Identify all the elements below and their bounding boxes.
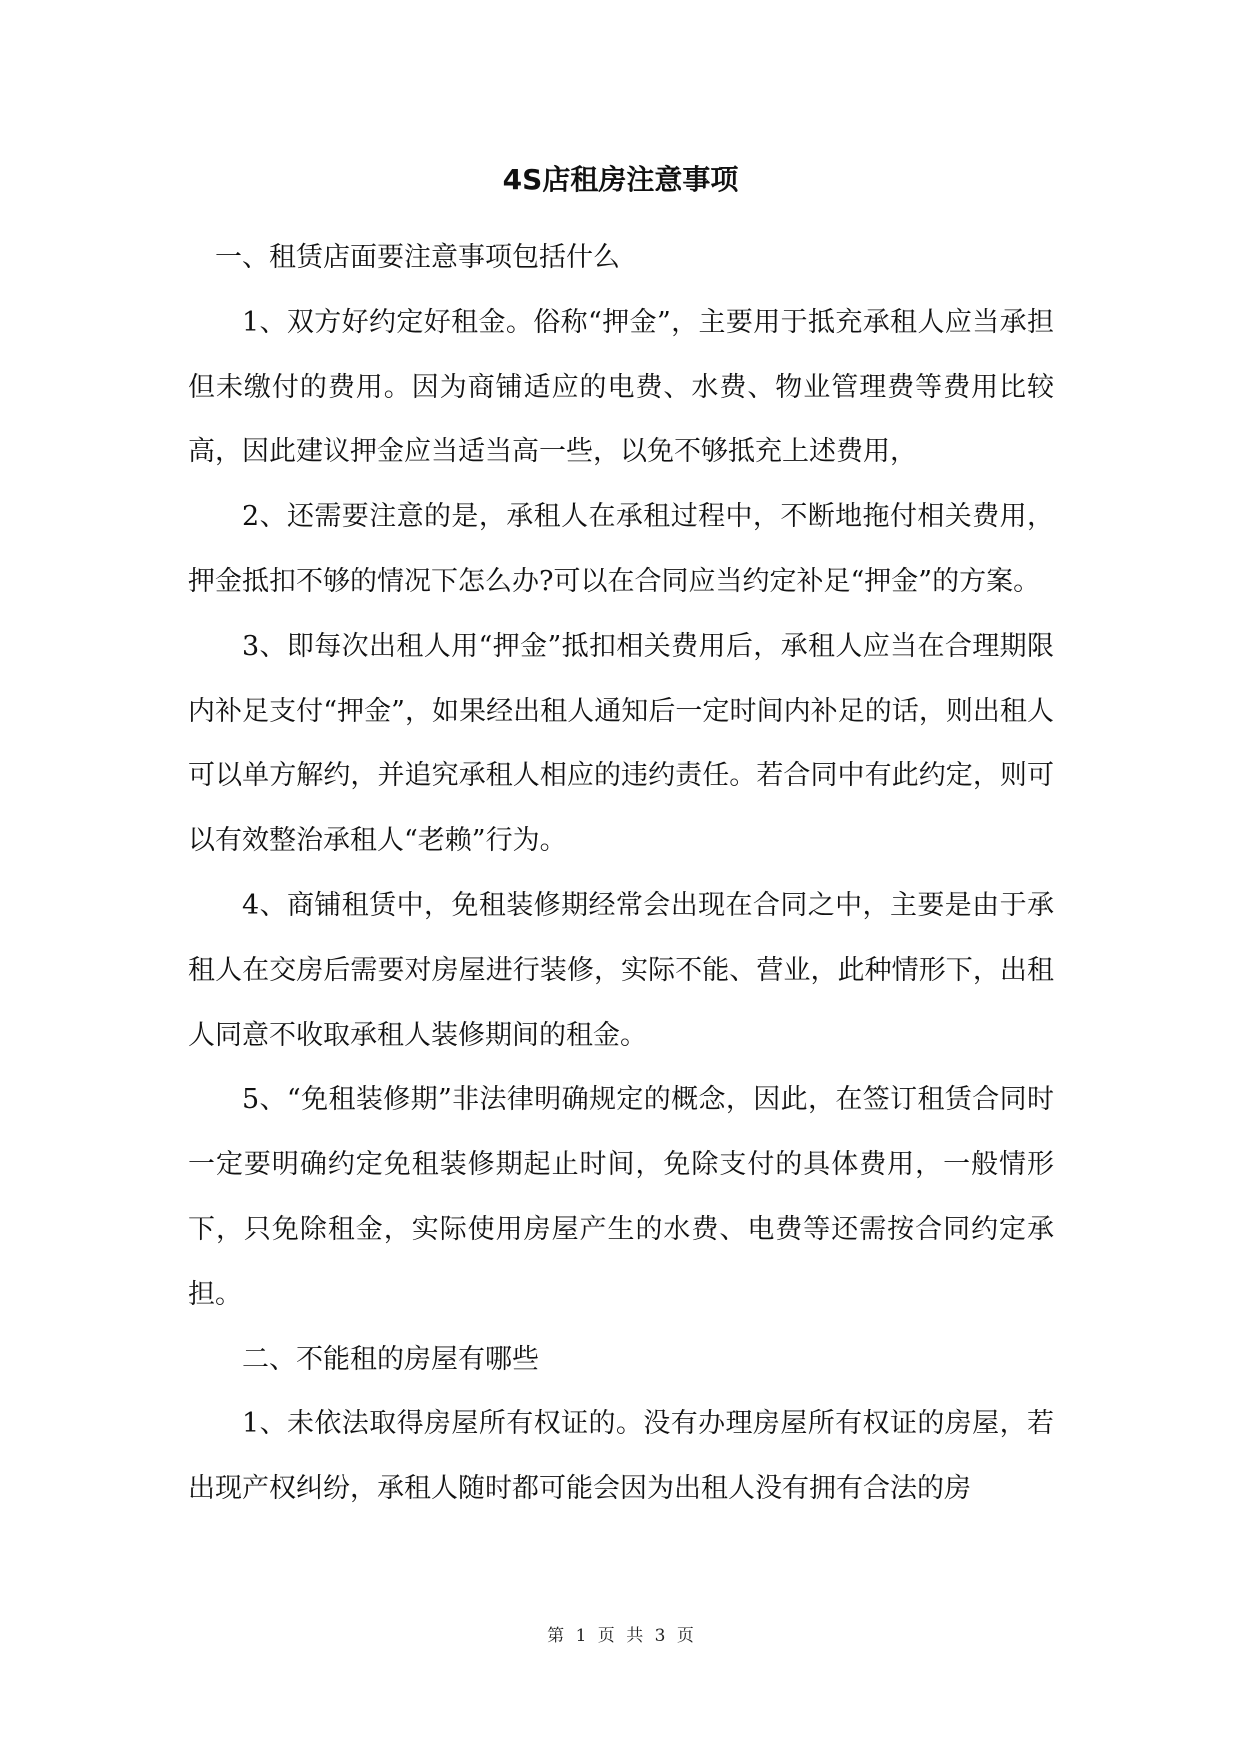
section-heading-1: 一、租赁店面要注意事项包括什么 [215, 242, 620, 273]
page-footer: 第 1 页 共 3 页 [547, 1626, 694, 1646]
paragraph-item-1: 1、双方好约定好租金。俗称“押金”，主要用于抵充承租人应当承担但未缴付的费用。因为商铺适应的电费、水费、物业管理费等费用比较高，因此建议押金应当适当高一些，以免不够抵充上述费用， [188, 306, 1054, 468]
paragraph-item-5: 5、“免租装修期”非法律明确规定的概念，因此，在签订租赁合同时一定要明确约定免租装修期起止时间，免除支付的具体费用，一般情形下，只免除租金，实际使用房屋产生的水费、电费等还需按合同约定承担。 [188, 1084, 1054, 1310]
paragraph-item-4: 4、商铺租赁中，免租装修期经常会出现在合同之中，主要是由于承租人在交房后需要对房屋进行装修，实际不能、营业，此种情形下，出租人同意不收取承租人装修期间的租金。 [188, 889, 1054, 1051]
paragraph-item-3: 3、即每次出租人用“押金”抵扣相关费用后，承租人应当在合理期限内补足支付“押金”，如果经出租人通知后一定时间内补足的话，则出租人可以单方解约，并追究承租人相应的违约责任。若合同中有此约定，则可以有效整治承租人“老赖”行为。 [188, 630, 1054, 857]
document-body [188, 226, 1054, 1522]
document-title: 4S店租房注意事项 [502, 163, 739, 196]
paragraph-item-2-1: 1、未依法取得房屋所有权证的。没有办理房屋所有权证的房屋，若出现产权纠纷，承租人随时都可能会因为出租人没有拥有合法的房 [188, 1408, 1054, 1505]
paragraph-item-2: 2、还需要注意的是，承租人在承租过程中，不断地拖付相关费用，押金抵扣不够的情况下怎么办?可以在合同应当约定补足“押金”的方案。 [188, 501, 1054, 597]
section-heading-2: 二、不能租的房屋有哪些 [242, 1343, 539, 1375]
